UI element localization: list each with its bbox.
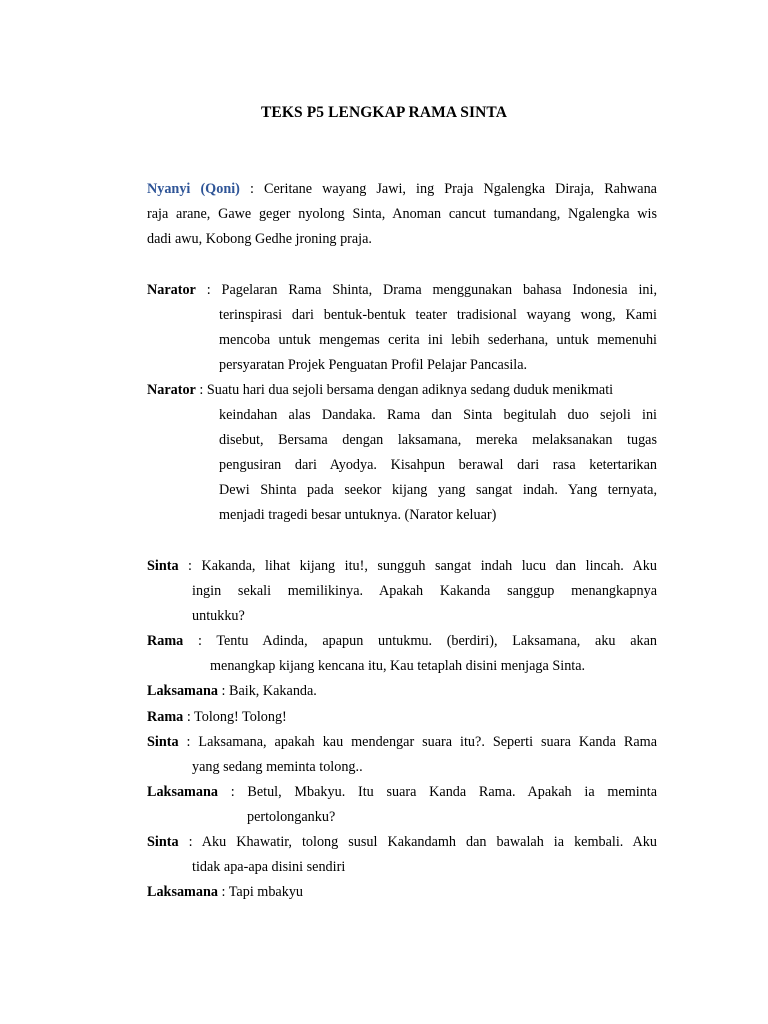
nyanyi-speaker: Nyanyi (Qoni) [147,181,240,197]
dialog-speaker: Laksamana [147,884,218,901]
document-title: TEKS P5 LENGKAP RAMA SINTA [260,104,508,121]
dialog-line [147,730,657,755]
dialog-line: ingin sekali memilikinya. Apakah Kakanda sanggup menangkapnya [192,583,657,600]
dialog-text: : Aku Khawatir, tolong susul Kakandamh dan bawalah ia kembali. Aku [178,834,657,851]
dialog-text: : Betul, Mbakyu. Itu suara Kanda Rama. Apakah ia meminta [217,783,657,800]
nyanyi-paragraph [147,177,657,252]
narator2-line-1 [147,378,657,403]
narator2-text-1: : Suatu hari dua sejoli bersama dengan adiknya sedang duduk menikmati [195,382,614,398]
dialog-speaker: Rama [147,633,184,650]
narator1-speaker: Narator [147,282,196,298]
dialog-entry-sinta [147,730,657,780]
narator2-line-3: disebut, Bersama dengan laksamana, mereka melaksanakan tugas [219,432,657,449]
dialog-line [147,830,657,855]
dialog-speaker: Sinta [147,834,179,851]
dialog-entry-laksamana [147,880,657,905]
narator1-line-3: mencoba untuk mengemas cerita ini lebih sederhana, untuk memenuhi [219,332,657,349]
dialog-speaker: Laksamana [147,683,218,700]
dialog-line [147,880,657,905]
nyanyi-line-3: dadi awu, Kobong Gedhe jroning praja. [147,231,372,248]
dialog-line [147,679,657,704]
narator-paragraph-2 [147,378,657,529]
narator2-line-6: menjadi tragedi besar untuknya. (Narator keluar) [219,507,497,524]
dialog-line [147,554,657,579]
dialog-text: : Baik, Kakanda. [217,683,317,700]
dialog-line: untukku? [192,608,245,625]
narator1-line-4: persyaratan Projek Penguatan Profil Pelajar Pancasila. [219,357,528,374]
narator1-line-1 [147,278,657,303]
dialog-text: : Tapi mbakyu [217,884,304,901]
narator2-line-2: keindahan alas Dandaka. Rama dan Sinta begitulah duo sejoli ini [219,407,657,424]
dialog-text: : Tolong! Tolong! [183,708,287,725]
dialog-line [147,705,657,730]
dialog-speaker: Laksamana [147,783,218,800]
dialog-entry-sinta [147,830,657,880]
dialog-entry-rama [147,705,657,730]
dialog-line [147,629,657,654]
dialog-section [147,554,657,905]
narator1-text-1: : Pagelaran Rama Shinta, Drama menggunakan bahasa Indonesia ini, [195,282,657,298]
dialog-text: : Tentu Adinda, apapun untukmu. (berdiri), Laksamana, aku akan [183,633,657,650]
dialog-entry-laksamana [147,780,657,830]
dialog-text: : Kakanda, lihat kijang itu!, sungguh sangat indah lucu dan lincah. Aku [178,558,657,574]
narator2-line-5: Dewi Shinta pada seekor kijang yang sangat indah. Yang ternyata, [219,482,657,499]
narator2-speaker: Narator [147,382,196,398]
nyanyi-line-1 [147,177,657,202]
dialog-speaker: Rama [147,708,184,725]
dialog-entry-laksamana [147,679,657,704]
narator-paragraph-1 [147,278,657,378]
dialog-line [147,780,657,805]
dialog-line: pertolonganku? [247,808,336,825]
dialog-entry-sinta [147,554,657,629]
dialog-line: menangkap kijang kencana itu, Kau tetaplah disini menjaga Sinta. [210,658,586,675]
narator2-line-4: pengusiran dari Ayodya. Kisahpun berawal dari rasa ketertarikan [219,457,657,474]
dialog-entry-rama [147,629,657,679]
narator1-line-2: terinspirasi dari bentuk-bentuk teater tradisional wayang wong, Kami [219,307,657,324]
dialog-speaker: Sinta [147,558,179,574]
nyanyi-text-1: : Ceritane wayang Jawi, ing Praja Ngalengka Diraja, Rahwana [239,181,657,197]
nyanyi-line-2: raja arane, Gawe geger nyolong Sinta, Anoman cancut tumandang, Ngalengka wis [147,206,657,223]
dialog-line: tidak apa-apa disini sendiri [192,859,346,876]
dialog-line: yang sedang meminta tolong.. [192,758,363,775]
dialog-text: : Laksamana, apakah kau mendengar suara itu?. Seperti suara Kanda Rama [178,733,657,750]
dialog-speaker: Sinta [147,733,179,750]
